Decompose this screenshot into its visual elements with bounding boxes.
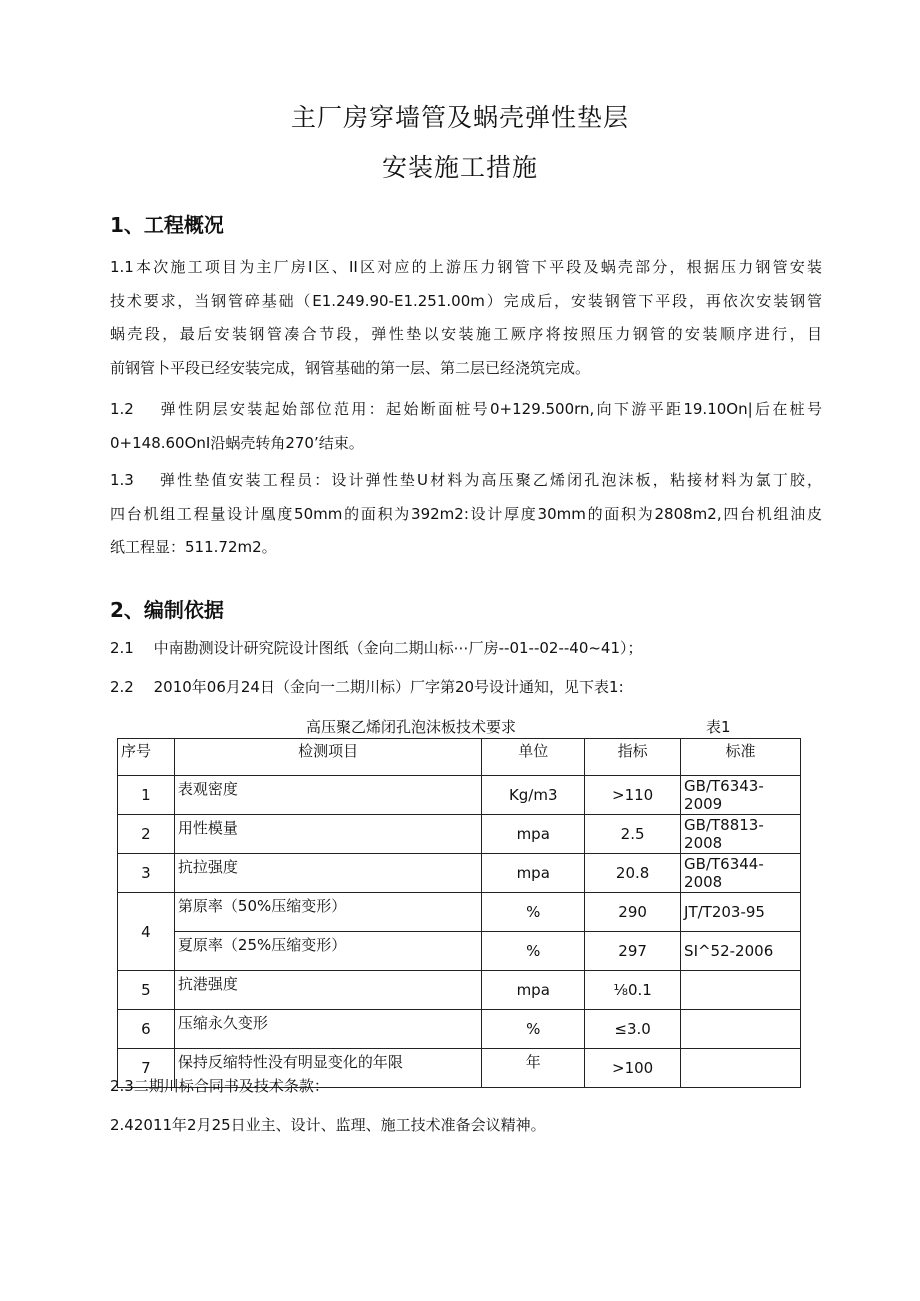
cell-value: >110: [585, 776, 681, 815]
paragraph-1-1-line: 蜗壳段，最后安装钢管凑合节段，弹性垫以安装施工厥序将按照压力钢管的安装顺序进行，目: [110, 325, 822, 343]
cell-value: 20.8: [585, 854, 681, 893]
paragraph-1-3: [110, 464, 822, 565]
paragraph-1-3-line: 1.3 弹性垫值安装工程员：设计弹性垫U材料为高压聚乙烯闭孔泡沫板，粘接材料为氯丁胶，: [110, 471, 822, 489]
table-row: [118, 1010, 801, 1049]
cell-standard: [681, 971, 801, 1010]
cell-item: 保持反缩特性没有明显变化的年限: [174, 1049, 481, 1088]
document-title-line2: 安装施工措施: [381, 153, 538, 182]
paragraph-2-4: 2.42011年2月25日业主、设计、监理、施工技术准备会议精神。: [110, 1116, 546, 1134]
paragraph-2-1: 2.1 中南勘测设计研究院设计图纸（金向二期山标⋯厂房--01--02--40~41）；: [110, 639, 643, 657]
section2-heading: 2、编制依据: [110, 598, 224, 622]
header-value: 指标: [585, 739, 681, 776]
cell-item: 夏原率（25%压缩变形）: [174, 932, 481, 971]
cell-unit: mpa: [482, 971, 585, 1010]
paragraph-1-3-line: 四台机组工程量设计凰度50mm的面积为392m2:设计厚度30mm的面积为2808m2,四台机组油皮: [110, 504, 822, 523]
cell-item: 第原率（50%压缩变形）: [174, 893, 481, 932]
cell-unit: mpa: [482, 815, 585, 854]
cell-item: 抗拉强度: [174, 854, 481, 893]
paragraph-1-3-line: 纸工程显：511.72m2。: [110, 538, 277, 556]
paragraph-2-3: 2.3二期川标合同书及技术条款：: [110, 1077, 329, 1095]
cell-value: 297: [585, 932, 681, 971]
cell-standard: [681, 1049, 801, 1088]
table-title: 高压聚乙烯闭孔泡沫板技术要求: [306, 718, 517, 736]
header-no: 序号: [118, 739, 175, 776]
paragraph-2-2: 2.2 2010年06月24日（金向一二期川标）厂字第20号设计通知，见下表1:: [110, 678, 624, 696]
paragraph-1-1-line: 前钢管卜平段已经安装完成，钢管基础的第一层、第二层已经浇筑完成。: [110, 358, 591, 377]
paragraph-1-2-line: 0+148.60OnI沿蜗壳转角270’结束。: [110, 433, 364, 452]
cell-no: 6: [118, 1010, 175, 1049]
cell-no: 5: [118, 971, 175, 1010]
cell-unit: 年: [482, 1049, 585, 1088]
paragraph-1-1-line: 技术要求，当钢管碎基础（E1.249.90-E1.251.00m）完成后，安装钢管下平段，再依次安装钢管: [110, 291, 822, 310]
cell-item: 表观密度: [174, 776, 481, 815]
cell-item: 用性模量: [174, 815, 481, 854]
table-header-row: [118, 739, 801, 776]
cell-standard: JT/T203-95: [681, 893, 801, 932]
cell-value: ⅛0.1: [585, 971, 681, 1010]
cell-item: 抗港强度: [174, 971, 481, 1010]
cell-no: 2: [118, 815, 175, 854]
spec-table: [117, 738, 801, 1088]
cell-item: 压缩永久变形: [174, 1010, 481, 1049]
header-unit: 单位: [482, 739, 585, 776]
cell-unit: mpa: [482, 854, 585, 893]
cell-unit: Kg∕m3: [482, 776, 585, 815]
header-item: 检测项目: [174, 739, 481, 776]
cell-value: >100: [585, 1049, 681, 1088]
section1-heading: 1、工程概况: [110, 213, 224, 237]
cell-no: 1: [118, 776, 175, 815]
table-row: [118, 815, 801, 854]
table-row: [118, 932, 801, 971]
cell-unit: %: [482, 932, 585, 971]
paragraph-1-2-line: 1.2 弹性阴层安装起始部位范用：起始断面桩号0+129.500rn,向下游平距19.10On|后在桩号: [110, 400, 822, 418]
cell-value: 290: [585, 893, 681, 932]
cell-unit: %: [482, 893, 585, 932]
cell-standard: SI^52-2006: [681, 932, 801, 971]
cell-unit: %: [482, 1010, 585, 1049]
cell-no: 7: [118, 1049, 175, 1088]
table-row: [118, 893, 801, 932]
table-row: [118, 776, 801, 815]
cell-no: 4: [118, 893, 175, 971]
paragraph-1-1-line: 1.1本次施工项目为主厂房I区、II区对应的上游压力钢管下平段及蜗壳部分，根据压力钢管安装: [110, 258, 822, 276]
cell-standard: [681, 1010, 801, 1049]
cell-standard: GB/T8813-2008: [681, 815, 801, 854]
table-row: [118, 854, 801, 893]
document-title-line1: 主厂房穿墙管及蜗壳弹性垫层: [290, 103, 629, 132]
table-row: [118, 971, 801, 1010]
cell-no: 3: [118, 854, 175, 893]
table-label: 表1: [706, 718, 731, 736]
header-standard: 标准: [681, 739, 801, 776]
cell-value: 2.5: [585, 815, 681, 854]
cell-standard: GB/T6344-2008: [681, 854, 801, 893]
paragraph-1-2: [110, 393, 822, 460]
cell-standard: GB/T6343-2009: [681, 776, 801, 815]
paragraph-1-1: [110, 251, 822, 385]
cell-value: ≤3.0: [585, 1010, 681, 1049]
